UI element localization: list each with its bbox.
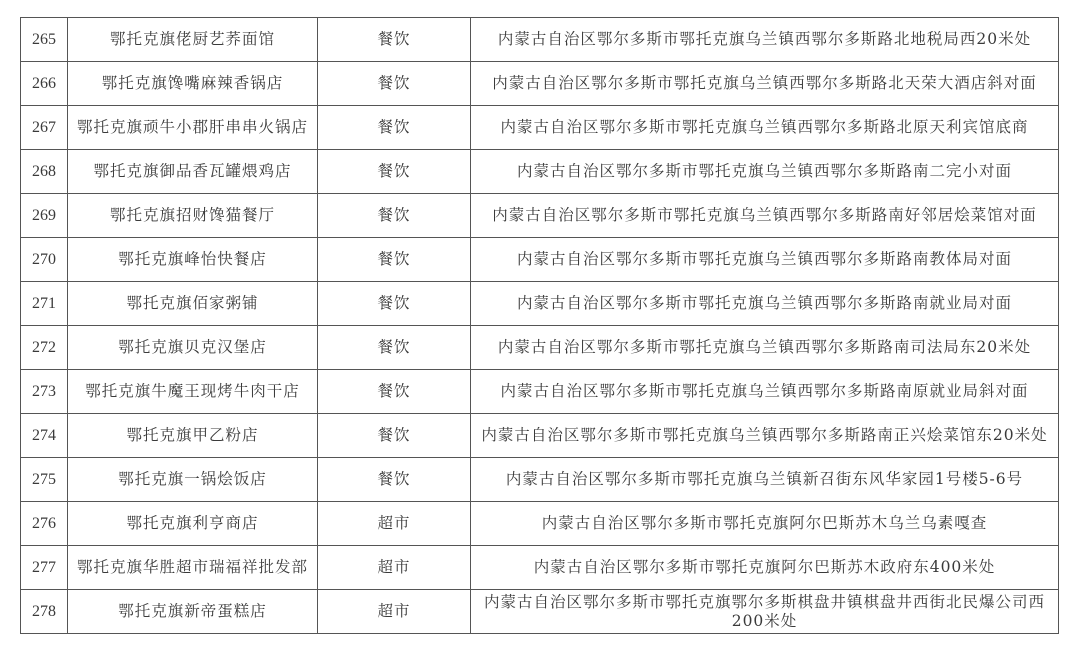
business-address: 内蒙古自治区鄂尔多斯市鄂托克旗乌兰镇西鄂尔多斯路南好邻居烩菜馆对面 [471,194,1059,238]
table-row [21,546,1059,590]
business-category: 餐饮 [318,282,471,326]
business-category: 超市 [318,546,471,590]
business-name: 鄂托克旗顽牛小郡肝串串火锅店 [68,106,318,150]
business-name: 鄂托克旗利亨商店 [68,502,318,546]
business-address: 内蒙古自治区鄂尔多斯市鄂托克旗阿尔巴斯苏木政府东400米处 [471,546,1059,590]
business-name: 鄂托克旗一锅烩饭店 [68,458,318,502]
business-name: 鄂托克旗贝克汉堡店 [68,326,318,370]
row-number: 266 [21,62,68,106]
table-row [21,458,1059,502]
business-address: 内蒙古自治区鄂尔多斯市鄂托克旗乌兰镇西鄂尔多斯路南就业局对面 [471,282,1059,326]
business-address: 内蒙古自治区鄂尔多斯市鄂托克旗乌兰镇西鄂尔多斯路南正兴烩菜馆东20米处 [471,414,1059,458]
business-name: 鄂托克旗佬厨艺荞面馆 [68,18,318,62]
table-row [21,414,1059,458]
business-category: 餐饮 [318,106,471,150]
business-name: 鄂托克旗佰家粥铺 [68,282,318,326]
business-name: 鄂托克旗御品香瓦罐煨鸡店 [68,150,318,194]
business-address: 内蒙古自治区鄂尔多斯市鄂托克旗鄂尔多斯棋盘井镇棋盘井西街北民爆公司西200米处 [471,590,1059,634]
table-row [21,106,1059,150]
table-row [21,18,1059,62]
business-address: 内蒙古自治区鄂尔多斯市鄂托克旗乌兰镇西鄂尔多斯路南司法局东20米处 [471,326,1059,370]
row-number: 275 [21,458,68,502]
business-name: 鄂托克旗牛魔王现烤牛肉干店 [68,370,318,414]
business-category: 超市 [318,502,471,546]
table-row [21,282,1059,326]
business-address: 内蒙古自治区鄂尔多斯市鄂托克旗阿尔巴斯苏木乌兰乌素嘎查 [471,502,1059,546]
table-row [21,326,1059,370]
row-number: 265 [21,18,68,62]
row-number: 268 [21,150,68,194]
table-body [21,18,1059,634]
business-address: 内蒙古自治区鄂尔多斯市鄂托克旗乌兰镇西鄂尔多斯路南原就业局斜对面 [471,370,1059,414]
business-name: 鄂托克旗峰怡快餐店 [68,238,318,282]
table-row [21,62,1059,106]
row-number: 273 [21,370,68,414]
table-row [21,238,1059,282]
business-category: 餐饮 [318,414,471,458]
business-category: 餐饮 [318,370,471,414]
row-number: 277 [21,546,68,590]
business-category: 餐饮 [318,62,471,106]
business-category: 餐饮 [318,458,471,502]
business-name: 鄂托克旗甲乙粉店 [68,414,318,458]
business-list-table [20,17,1059,634]
row-number: 267 [21,106,68,150]
table-row [21,590,1059,634]
business-category: 餐饮 [318,150,471,194]
business-category: 餐饮 [318,238,471,282]
business-name: 鄂托克旗馋嘴麻辣香锅店 [68,62,318,106]
business-address: 内蒙古自治区鄂尔多斯市鄂托克旗乌兰镇新召街东风华家园1号楼5-6号 [471,458,1059,502]
business-address: 内蒙古自治区鄂尔多斯市鄂托克旗乌兰镇西鄂尔多斯路北天荣大酒店斜对面 [471,62,1059,106]
table-row [21,150,1059,194]
business-address: 内蒙古自治区鄂尔多斯市鄂托克旗乌兰镇西鄂尔多斯路北地税局西20米处 [471,18,1059,62]
business-category: 餐饮 [318,194,471,238]
table-row [21,502,1059,546]
business-category: 超市 [318,590,471,634]
business-address: 内蒙古自治区鄂尔多斯市鄂托克旗乌兰镇西鄂尔多斯路南教体局对面 [471,238,1059,282]
row-number: 276 [21,502,68,546]
row-number: 269 [21,194,68,238]
business-category: 餐饮 [318,326,471,370]
business-category: 餐饮 [318,18,471,62]
row-number: 272 [21,326,68,370]
row-number: 274 [21,414,68,458]
business-name: 鄂托克旗新帝蛋糕店 [68,590,318,634]
row-number: 270 [21,238,68,282]
table-row [21,370,1059,414]
business-address: 内蒙古自治区鄂尔多斯市鄂托克旗乌兰镇西鄂尔多斯路北原天利宾馆底商 [471,106,1059,150]
row-number: 271 [21,282,68,326]
row-number: 278 [21,590,68,634]
table-row [21,194,1059,238]
business-name: 鄂托克旗招财馋猫餐厅 [68,194,318,238]
business-address: 内蒙古自治区鄂尔多斯市鄂托克旗乌兰镇西鄂尔多斯路南二完小对面 [471,150,1059,194]
business-name: 鄂托克旗华胜超市瑞福祥批发部 [68,546,318,590]
